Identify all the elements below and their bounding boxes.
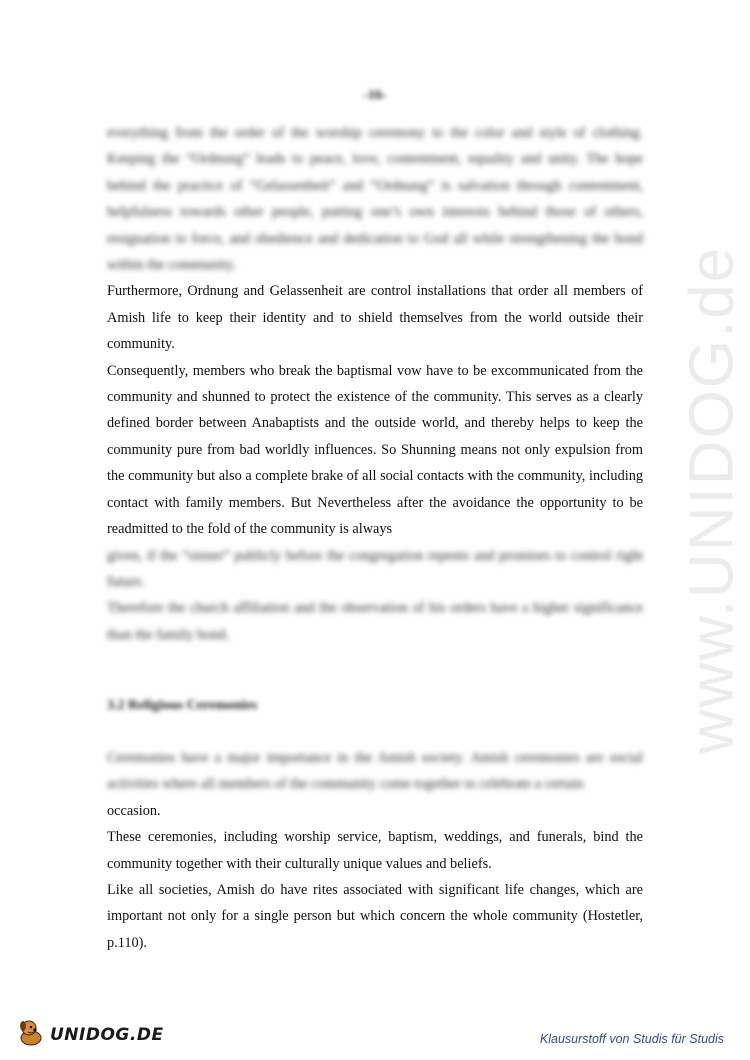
paragraph: occasion. [107,802,161,819]
section-heading: 3.2 Religious Ceremonies [107,698,258,713]
section-body [107,120,643,648]
paragraph: given, if the “sinner” publicly before the congregation repents and promises to control right future. [107,547,643,590]
paragraph: everything from the order of the worship ceremony to the color and style of clothing. Keeping the “Ordnung” leads to peace, love, contentment, equality and unity. The hope behind the practice of “Gelassenheit” and “Ordnung” is salvation through contentment, helpfulness towards other people, putting one’s own interests behind those of others, resignation to force, and obedience and dedication to God all while strengthening the bond within the community. [107,125,643,274]
watermark-text: www.UNIDOG.de [677,245,747,755]
paragraph: Like all societies, Amish do have rites associated with significant life changes, which are important not only for a single person but which concern the whole community (Hostetler, p.110). [107,882,643,951]
paragraph: These ceremonies, including worship service, baptism, weddings, and funerals, bind the community together with their culturally unique values and beliefs. [107,829,643,872]
logo-text: UNIDOG.DE [50,1024,164,1045]
paragraph: Therefore the church affiliation and the observation of his orders have a higher significance than the family bond. [107,600,643,643]
page-number: -16- [363,88,387,103]
paragraph: Furthermore, Ordnung and Gelassenheit are control installations that order all members of Amish life to keep their identity and to shield themselves from the world outside their community. [107,283,643,353]
footer-logo [16,1017,164,1052]
paragraph: Consequently, members who break the baptismal vow have to be excommunicated from the community and shunned to protect the existence of the community. This serves as a clearly defined border between Anabaptists and the outside world, and thereby helps to keep the community pure from bad worldly influences. So Shunning means not only expulsion from the community but also a complete brake of all social contacts with the community, including contact with family members. But Nevertheless after the avoidance the opportunity to be readmitted to the fold of the community is always [107,362,643,538]
paragraph: Ceremonies have a major importance in the Amish society. Amish ceremonies are social activities where all members of the community come together to celebrate a certain [107,750,643,793]
section-body [107,745,643,956]
dog-icon [16,1017,46,1052]
footer-tagline: Klausurstoff von Studis für Studis [539,1032,724,1046]
